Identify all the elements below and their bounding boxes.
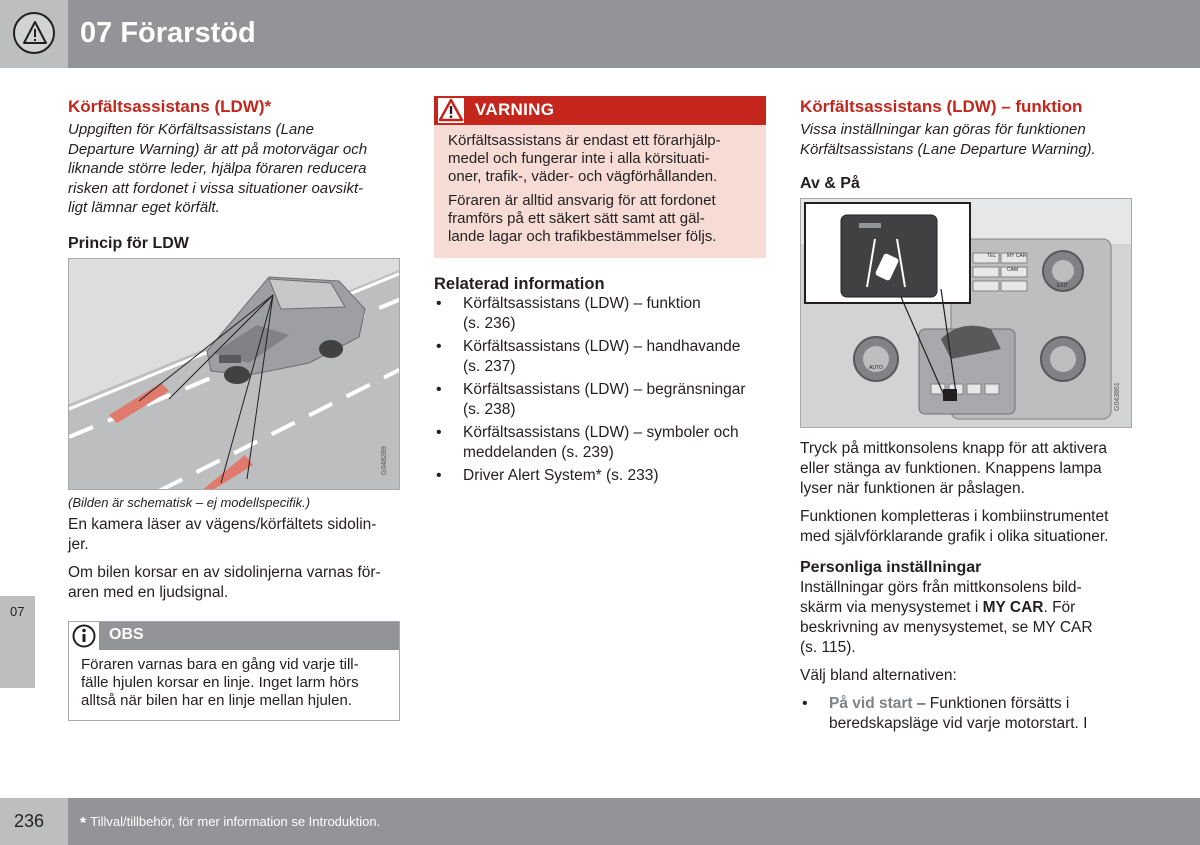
subheading-personal-settings: Personliga inställningar <box>800 559 982 576</box>
footer-tab <box>0 798 68 845</box>
page-number: 236 <box>14 811 45 831</box>
text-line: En kamera läser av vägens/körfältets sidolin- <box>68 515 377 533</box>
options-list <box>800 694 1132 733</box>
center-console-illustration <box>800 198 1132 428</box>
text-line: lyser när funktionen är påslagen. <box>800 480 1025 497</box>
paragraph <box>68 515 400 555</box>
note-label: OBS <box>109 625 144 643</box>
text-line: Föraren varnas bara en gång vid varje till- <box>81 655 359 673</box>
figure-code: G043861 <box>1114 382 1121 411</box>
text-line: (s. 236) <box>463 314 516 332</box>
warning-triangle-icon <box>13 12 55 54</box>
text-line: • Körfältsassistans (LDW) – handhavande <box>463 338 741 355</box>
intro-line: Uppgiften för Körfältsassistans (Lane <box>68 121 314 138</box>
section-title-ldw-function: Körfältsassistans (LDW) – funktion <box>800 97 1083 116</box>
subheading-principle: Princip för LDW <box>68 234 189 252</box>
text-line: (s. 115). <box>800 639 856 656</box>
text-line: med självförklarande grafik i olika situationer. <box>800 528 1109 545</box>
text-line: jer. <box>68 535 89 553</box>
option-label: På vid start <box>829 695 913 712</box>
related-link[interactable] <box>434 380 766 419</box>
related-link[interactable] <box>434 423 766 462</box>
text-line: fälle hjulen korsar en linje. Inget larm hörs <box>81 673 359 691</box>
text-line: • Körfältsassistans (LDW) – begränsningar <box>463 381 746 398</box>
text-fragment: – Funktionen försätts i <box>912 695 1070 712</box>
related-links-list <box>434 294 766 486</box>
text-line: beredskapsläge vid varje motorstart. I <box>829 714 1088 732</box>
section-intro <box>68 120 400 218</box>
intro-line: liknande större leder, hjälpa föraren reducera <box>68 160 367 177</box>
text-line <box>829 694 1132 714</box>
center-console-drawing <box>801 199 1132 428</box>
text-line: • Driver Alert System* (s. 233) <box>463 467 659 484</box>
my-car-term: MY CAR <box>982 599 1044 616</box>
warning-text <box>434 125 766 258</box>
warning-header <box>434 96 766 125</box>
ldw-principle-illustration <box>68 258 400 490</box>
column-middle <box>434 96 766 486</box>
text-line: • Körfältsassistans (LDW) – symboler och <box>463 424 739 441</box>
related-link[interactable] <box>434 294 766 333</box>
text-line: framförs på ett säkert sätt samt att gäl- <box>448 210 705 227</box>
paragraph <box>800 507 1132 547</box>
text-line: Körfältsassistans är endast ett förarhjälp- <box>448 132 721 149</box>
footnote <box>80 814 380 833</box>
text-line: lande lagar och trafikbestämmelser följs. <box>448 228 717 245</box>
subheading-on-off: Av & På <box>800 175 860 192</box>
console-cam-label: CAM <box>1007 267 1019 273</box>
console-tel-label: TEL <box>987 253 997 259</box>
paragraph <box>800 578 1132 658</box>
figure-code: G048289 <box>381 445 388 475</box>
intro-line: Departure Warning) är att på motorvägar och <box>68 140 368 158</box>
warning-label: VARNING <box>475 100 555 119</box>
column-left <box>68 96 400 721</box>
text-fragment: . För <box>1043 599 1076 616</box>
text-line <box>800 598 1132 618</box>
text-line: meddelanden (s. 239) <box>463 443 614 461</box>
info-icon <box>69 622 99 650</box>
paragraph <box>68 563 400 603</box>
related-link[interactable] <box>434 466 766 486</box>
text-line: aren med en ljudsignal. <box>68 583 229 601</box>
text-line: medel och fungerar inte i alla körsituati- <box>448 150 710 167</box>
text-line: • Körfältsassistans (LDW) – funktion <box>463 295 701 312</box>
section-intro <box>800 120 1132 159</box>
column-right <box>800 96 1132 733</box>
intro-line: Vissa inställningar kan göras för funktionen <box>800 121 1086 138</box>
text-line: Om bilen korsar en av sidolinjerna varnas för- <box>68 563 381 581</box>
paragraph <box>800 439 1132 499</box>
text-line: oner, trafik-, väder- och vägförhållanden. <box>448 168 718 185</box>
console-exit-label: EXIT <box>1057 283 1069 289</box>
note-box <box>68 621 400 721</box>
text-line: Tryck på mittkonsolens knapp för att aktivera <box>800 440 1107 457</box>
section-title-ldw: Körfältsassistans (LDW)* <box>68 97 272 116</box>
header-tab <box>0 0 68 68</box>
text-line: Funktionen kompletteras i kombiinstrumentet <box>800 508 1109 525</box>
text-line: eller stänga av funktionen. Knappens lampa <box>800 460 1102 477</box>
console-mycar-label: MY CAR <box>1007 253 1027 259</box>
note-header <box>69 622 399 650</box>
intro-line: risken att fordonet i vissa situationer oavsikt- <box>68 179 364 197</box>
option-item <box>800 694 1132 733</box>
figure-caption: (Bilden är schematisk – ej modellspecifik.) <box>68 494 311 510</box>
text-line: Föraren är alltid ansvarig för att fordonet <box>448 192 716 209</box>
chapter-side-tab-label: 07 <box>10 604 25 619</box>
paragraph <box>448 192 752 246</box>
paragraph: Välj bland alternativen: <box>800 667 957 684</box>
page-header <box>0 0 1200 68</box>
intro-line: Körfältsassistans (Lane Departure Warning). <box>800 140 1096 158</box>
related-link[interactable] <box>434 337 766 376</box>
related-info-heading: Relaterad information <box>434 275 605 293</box>
text-line: Inställningar görs från mittkonsolens bild- <box>800 579 1082 596</box>
footnote-text: Tillval/tillbehör, för mer information se Introduktion. <box>90 814 381 829</box>
chapter-title: 07 Förarstöd <box>80 17 256 49</box>
paragraph <box>448 132 752 186</box>
intro-line: ligt lämnar eget körfält. <box>68 199 220 216</box>
note-text <box>69 650 399 720</box>
warning-box <box>434 96 766 258</box>
footnote-asterisk: * <box>80 815 87 832</box>
text-fragment: skärm via menysystemet i <box>800 599 983 616</box>
road-car-drawing <box>69 259 400 490</box>
page-footer <box>0 798 1200 845</box>
warning-triangle-icon <box>438 98 464 123</box>
text-line: beskrivning av menysystemet, se MY CAR <box>800 619 1093 636</box>
text-line: (s. 238) <box>463 400 516 418</box>
text-line: (s. 237) <box>463 357 516 375</box>
text-line: alltså när bilen har en linje mellan hjulen. <box>81 691 352 709</box>
console-auto-label: AUTO <box>869 365 883 371</box>
